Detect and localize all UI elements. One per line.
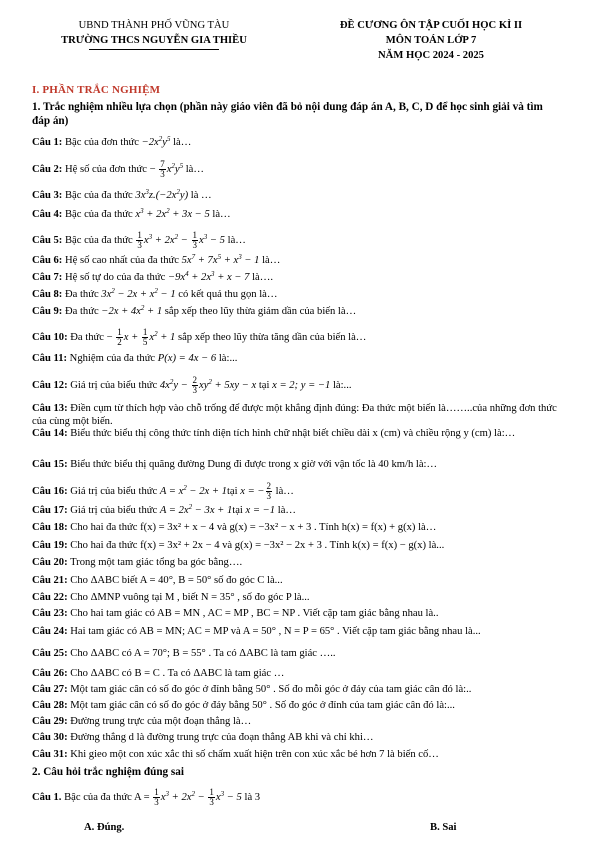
question-21: Câu 21: Cho ΔABC biết A = 40°, B = 50° số đo góc C là... — [32, 575, 283, 586]
school-header — [44, 18, 264, 50]
question-22: Câu 22: Cho ΔMNP vuông tại M , biết N = 35° , số đo góc P là... — [32, 592, 310, 603]
fraction: $\frac{7}{3}$ — [160, 159, 165, 179]
question-3: Câu 3: Bậc của đa thức $3x^3z.(-2x^2y)$ là … — [32, 188, 212, 201]
question-24: Câu 24: Hai tam giác có AB = MN; AC = MP và A = 50° , N = P = 65° . Viết cặp tam giác bằng nhau là... — [32, 626, 481, 637]
authority-name: UBND THÀNH PHỐ VŨNG TÀU — [78, 20, 230, 31]
section-heading: I. PHẦN TRẮC NGHIỆM — [32, 84, 161, 96]
question-8: Câu 8: Đa thức $3x^2 - 2x + x^2 - 1$ có kết quả thu gọn là… — [32, 287, 278, 300]
part2-question-1: Câu 1. Bậc của đa thức A = $\frac{1}{3}$ $x^3 + 2x^2$ − $\frac{1}{3}$ $x^3 - 5$ là 3 — [32, 787, 261, 807]
header-underline — [89, 49, 219, 50]
question-11: Câu 11: Nghiệm của đa thức P(x) = 4x − 6 là:... — [32, 353, 238, 364]
subject-title: MÔN TOÁN LỚP 7 — [385, 35, 477, 46]
question-25: Câu 25: Cho ΔABC có A = 70°; B = 55° . Ta có ΔABC là tam giác ….. — [32, 648, 336, 659]
question-29: Câu 29: Đường trung trực của một đoạn thẳng là… — [32, 716, 252, 727]
school-year: NĂM HỌC 2024 - 2025 — [378, 50, 484, 61]
question-14: Câu 14: Biểu thức biểu thị công thức tính diện tích hình chữ nhật biết chiều dài x (cm) và chiều rộng y (cm) là:… — [32, 428, 516, 439]
question-19: Câu 19: Cho hai đa thức f(x) = 3x² + 2x − 4 và g(x) = −3x² − 2x + 3 . Tính k(x) = f(x) − g(x) là... — [32, 540, 445, 551]
question-12: Câu 12: Giá trị của biểu thức $4x^2y$ − $\frac{2}{3}$ $xy^2 + 5xy - x$ tại x = 2; y = −1 là:... — [32, 375, 352, 395]
school-name: TRƯỜNG THCS NGUYỄN GIA THIỀU — [61, 35, 247, 46]
question-30: Câu 30: Đường thẳng d là đường trung trực của đoạn thẳng AB khi và chỉ khi… — [32, 732, 374, 743]
question-2: Câu 2: Hệ số của đơn thức − $\frac{7}{3}$ $x^2y^5$ là… — [32, 159, 204, 179]
question-1: Câu 1: Bậc của đơn thức $-2x^2y^5$ là… — [32, 135, 192, 148]
question-28: Câu 28: Một tam giác cân có số đo góc ở đáy bằng 50° . Số đo góc ở đỉnh của tam giác cân đó là:... — [32, 700, 455, 711]
part2-heading: 2. Câu hỏi trắc nghiệm đúng sai — [32, 766, 184, 778]
question-17: Câu 17: Giá trị của biểu thức $A = 2x^2 - 3x$ + 1tại x = −1 là… — [32, 503, 296, 516]
question-4: Câu 4: Bậc của đa thức $x^3 + 2x^2 + 3x - 5$ là… — [32, 207, 231, 220]
question-13: Câu 13: Điền cụm từ thích hợp vào chỗ trống để được một khẳng định đúng: Đa thức một biến là……..của những đơn thức của cùng một biến. — [32, 403, 557, 427]
question-27: Câu 27: Một tam giác cân có số đo góc ở đỉnh bằng 50° . Số đo mỗi góc ở đáy của tam giác cân đó là:.. — [32, 684, 472, 695]
question-6: Câu 6: Hệ số cao nhất của đa thức $5x^7 + 7x^5 + x^3 - 1$ là… — [32, 253, 281, 266]
question-10: Câu 10: Đa thức − $\frac{1}{2}$ x + $\frac{1}{5}$ $x^2 + 1$ sắp xếp theo lũy thừa tăng dần của biến là… — [32, 327, 367, 347]
answer-option-b[interactable]: B. Sai — [430, 822, 457, 833]
document-title: ĐỀ CƯƠNG ÔN TẬP CUỐI HỌC KÌ II — [339, 20, 523, 31]
question-9: Câu 9: Đa thức $-2x + 4x^2 + 1$ sắp xếp theo lũy thừa giảm dần của biến là… — [32, 304, 357, 317]
question-23: Câu 23: Cho hai tam giác có AB = MN , AC = MP , BC = NP . Viết cặp tam giác bằng nhau là.. — [32, 608, 439, 619]
question-5: Câu 5: Bậc của đa thức $\frac{1}{3}$ $x^3 + 2x^2$ − $\frac{1}{3}$ $x^3 - 5$ là… — [32, 230, 246, 250]
document-title-block — [300, 18, 562, 63]
question-31: Câu 31: Khi gieo một con xúc xắc thì số chấm xuất hiện trên con xúc xắc bé hơn 7 là biến cố… — [32, 749, 439, 760]
part1-heading: 1. Trắc nghiệm nhiều lựa chọn (phần này giáo viên đã bỏ nội dung đáp án A, B, C, D để học sinh giải và tìm đáp án) — [32, 101, 543, 127]
question-20: Câu 20: Trong một tam giác tổng ba góc bằng…. — [32, 557, 243, 568]
question-15: Câu 15: Biểu thức biểu thị quãng đường Dung đi được trong x giờ với vận tốc là 40 km/h là:… — [32, 459, 438, 470]
answer-option-a[interactable]: A. Đúng. — [84, 822, 125, 833]
question-16: Câu 16: Giá trị của biểu thức $A = x^2 - 2x$ + 1tại x = − $\frac{2}{3}$ là… — [32, 481, 294, 501]
question-7: Câu 7: Hệ số tự do của đa thức $-9x^4 + 2x^3 + x - 7$ là…. — [32, 270, 273, 283]
question-18: Câu 18: Cho hai đa thức f(x) = 3x² + x − 4 và g(x) = −3x² − x + 3 . Tính h(x) = f(x) + g(x) là… — [32, 522, 437, 533]
question-26: Câu 26: Cho ΔABC có B = C . Ta có ΔABC là tam giác … — [32, 668, 285, 679]
